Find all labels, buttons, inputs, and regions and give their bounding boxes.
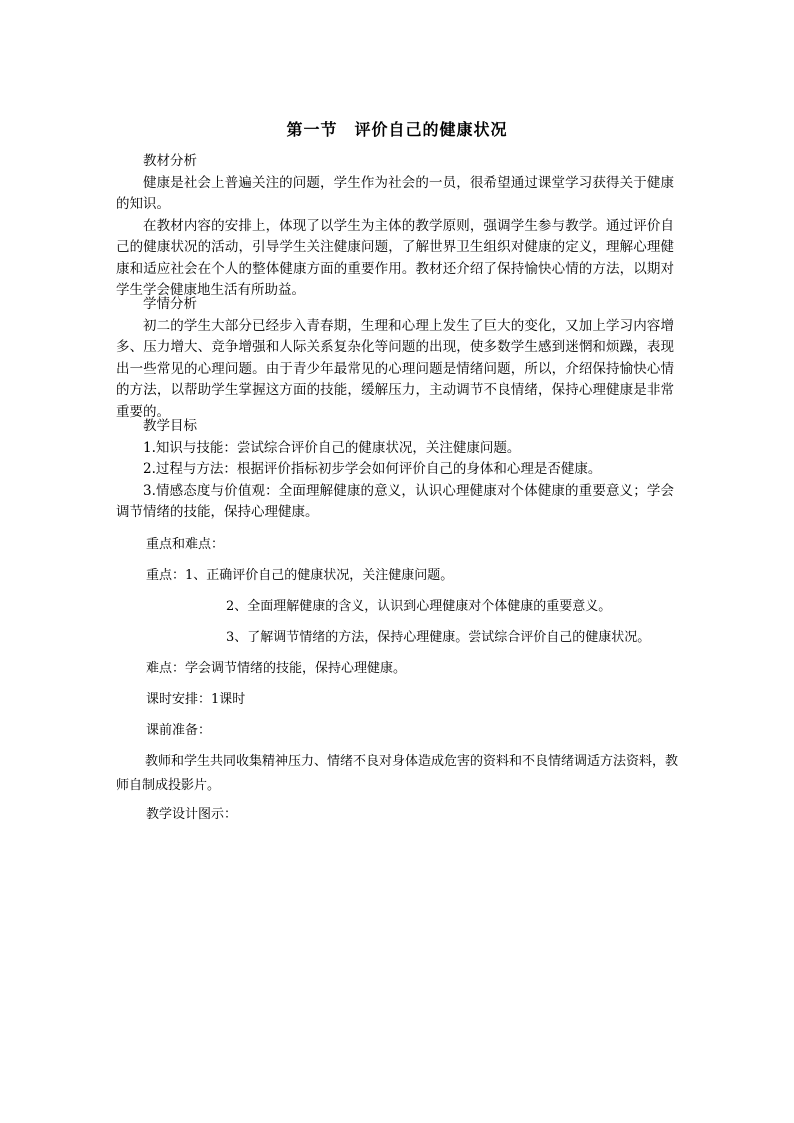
section-heading-student-analysis: 学情分析 (143, 296, 197, 312)
goal-process-methods: 2.过程与方法：根据评价指标初步学会如何评价自己的身体和心理是否健康。 (143, 461, 602, 477)
paragraph-student-situation: 初二的学生大部分已经步入青春期，生理和心理上发生了巨大的变化，又加上学习内容增多、压力增大、竞争增强和人际关系复杂化等问题的出现，使多数学生感到迷惘和烦躁，表现出一些常见的心理问题。由于青少年最常见的心理问题是情绪问题，所以，介绍保持愉快心情的方法，以帮助学生掌握这方面的技能，缓解压力，主动调节不良情绪，保持心理健康是非常重要的。 (116, 317, 674, 420)
page-title: 第一节 评价自己的健康状况 (286, 120, 508, 139)
section-textbook-analysis (116, 151, 674, 302)
goal-knowledge-skills: 1.知识与技能：尝试综合评价自己的健康状况，关注健康问题。 (143, 439, 521, 456)
paragraph-health-concern: 健康是社会上普遍关注的问题，学生作为社会的一员，很希望通过课堂学习获得关于健康的知识。 (116, 174, 674, 212)
preparation-heading: 课前准备： (146, 723, 212, 738)
key-point-3: 3、了解调节情绪的方法，保持心理健康。尝试综合评价自己的健康状况。 (226, 630, 651, 645)
difficulty-point: 难点：学会调节情绪的技能，保持心理健康。 (146, 661, 407, 676)
section-teaching-goals (116, 416, 674, 524)
paragraph-textbook-arrangement: 在教材内容的安排上，体现了以学生为主体的教学原则，强调学生参与教学。通过评价自己的健康状况的活动，引导学生关注健康问题，了解世界卫生组织对健康的定义，理解心理健康和适应社会在个人的整体健康方面的重要作用。教材还介绍了保持愉快心情的方法，以期对学生学会健康地生活有所助益。 (116, 217, 674, 298)
section-heading-teaching-goals: 教学目标 (143, 418, 197, 434)
key-point-2: 2、全面理解健康的含义，认识到心理健康对个体健康的重要意义。 (226, 599, 612, 614)
class-schedule: 课时安排：1课时 (146, 692, 246, 707)
section-student-analysis (116, 294, 674, 423)
section-heading-textbook-analysis: 教材分析 (143, 153, 197, 169)
key-point-1: 重点：1、正确评价自己的健康状况，关注健康问题。 (146, 568, 454, 583)
goal-emotion-values: 3.情感态度与价值观：全面理解健康的意义，认识心理健康对个体健康的重要意义；学会调节情绪的技能，保持心理健康。 (116, 482, 674, 520)
preparation-text: 教师和学生共同收集精神压力、情绪不良对身体造成危害的资料和不良情绪调适方法资料，教师自制成投影片。 (116, 754, 679, 793)
design-diagram-heading: 教学设计图示： (146, 807, 238, 822)
key-points-heading: 重点和难点： (146, 537, 225, 552)
